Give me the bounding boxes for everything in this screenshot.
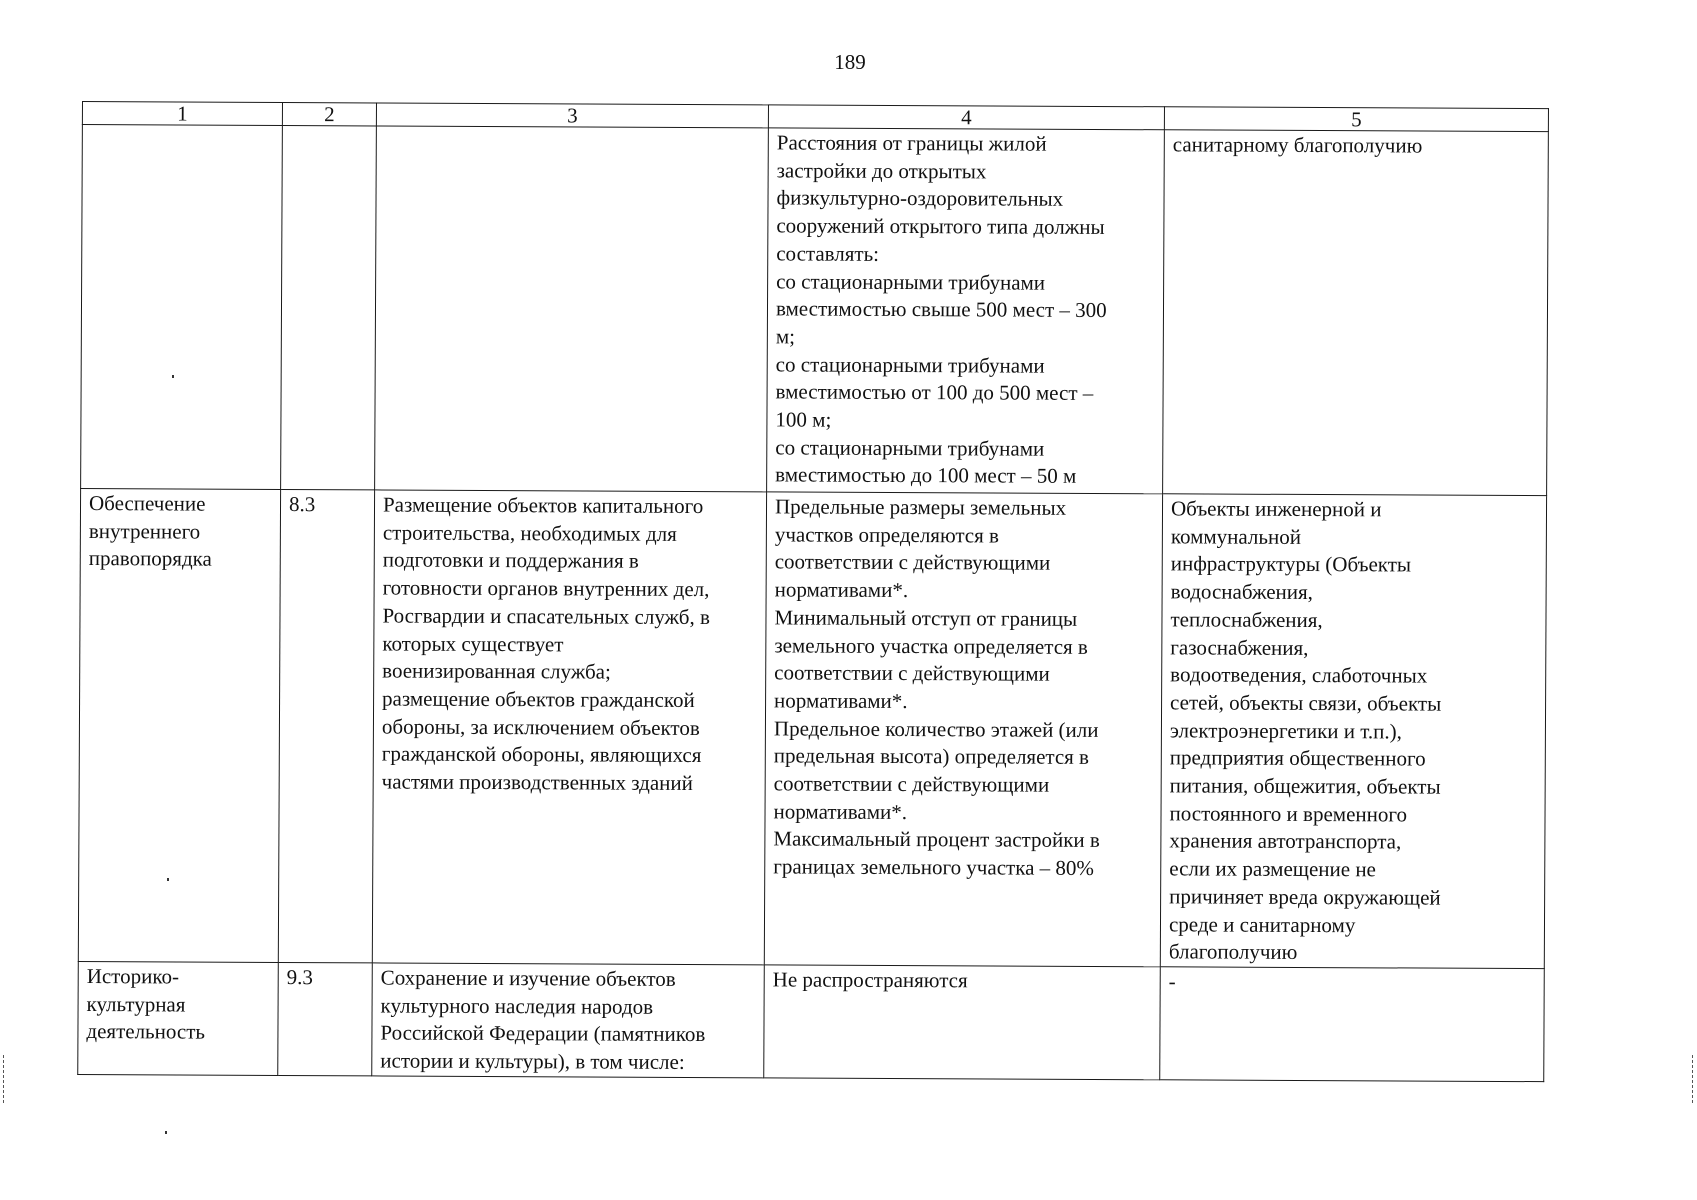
column-number-2: 2: [282, 102, 376, 125]
cell-text: [385, 127, 760, 129]
scan-speck: [167, 878, 169, 881]
column-number-4: 4: [768, 105, 1164, 130]
page-number: 189: [834, 50, 866, 74]
cell-text: -: [1168, 969, 1176, 994]
table-cell-code: [281, 125, 377, 489]
table-cell-code: [278, 489, 374, 962]
left-margin-scan-mark: [3, 1055, 7, 1103]
table-cell-auxiliary-uses: [1160, 967, 1545, 1082]
cell-text: 9.3: [286, 964, 314, 990]
scan-speck: [165, 1131, 167, 1134]
cell-text: Расстояния от границы жилой застройки до открытых физкультурно-оздоровительных сооружений открытого типа должны составлять: со стационарными трибунами вместимостью свыше 500 мест – 300 м; со стационарными трибунами вместимостью от 100 до 500 мест – 100 м; со стационарными трибунами вместимостью до 100 мест – 50 м: [775, 130, 1107, 489]
table-cell-parameters: [764, 492, 1162, 967]
cell-text: Размещение объектов капитального строительства, необходимых для подготовки и поддержания в готовности органов внутренних дел, Росгвардии и спасательных служб, в которых существует военизированная служба; размещение объектов гражданской обороны, за исключением объектов гражданской обороны, являющихся частями производственных зданий: [381, 492, 710, 796]
table-cell-type: [78, 488, 280, 962]
cell-text: Не распространяются: [772, 967, 968, 993]
right-margin-scan-mark: [1692, 1055, 1696, 1103]
cell-text: Обеспечение внутреннего правопорядка: [88, 491, 212, 572]
cell-text: Историко- культурная деятельность: [86, 963, 206, 1044]
cell-text: санитарному благополучию: [1172, 132, 1423, 158]
table-cell-description: [375, 126, 769, 492]
table-cell-parameters: [764, 965, 1161, 1080]
regulation-table: [77, 101, 1549, 1082]
scan-speck: [172, 375, 174, 378]
table-cell-auxiliary-uses: [1163, 130, 1549, 496]
cell-text: Объекты инженерной и коммунальной инфраструктуры (Объекты водоснабжения, теплоснабжения, газоснабжения, водоотведения, слаботочных сетей, объекты связи, объекты электроэнергетики и т.п.), предприятия общественного питания, общежития, объекты постоянного и временного хранения автотранспорта, если их размещение не причиняет вреда окружающей среде и санитарному благополучию: [1168, 496, 1442, 965]
cell-text: [91, 126, 274, 127]
table-cell-description: [372, 963, 765, 1078]
table-row: [78, 488, 1546, 968]
table-row: [81, 125, 1549, 496]
table-cell-type: [81, 125, 283, 490]
regulation-table-wrapper: [77, 101, 1548, 1082]
cell-text: Сохранение и изучение объектов культурного наследия народов Российской Федерации (памятников истории и культуры), в том числе:: [380, 965, 706, 1075]
table-cell-code: [278, 962, 373, 1075]
table-cell-auxiliary-uses: [1160, 494, 1546, 969]
table-cell-type: [78, 961, 279, 1075]
table-cell-parameters: [767, 128, 1165, 494]
column-number-5: 5: [1164, 107, 1548, 132]
cell-text: 8.3: [288, 492, 316, 517]
column-number-3: 3: [376, 103, 768, 128]
table-row: [78, 961, 1545, 1081]
table-cell-description: [372, 490, 766, 965]
column-number-1: 1: [82, 102, 282, 126]
cell-text: Предельные размеры земельных участков определяются в соответствии с действующими нормативами*. Минимальный отступ от границы земельного участка определяется в соответствии с действующими нормативами*. Предельное количество этажей (или предельная высота) определяется в соответствии с действующими нормативами*. Максимальный процент застройки в границах земельного участка – 80%: [773, 494, 1100, 881]
